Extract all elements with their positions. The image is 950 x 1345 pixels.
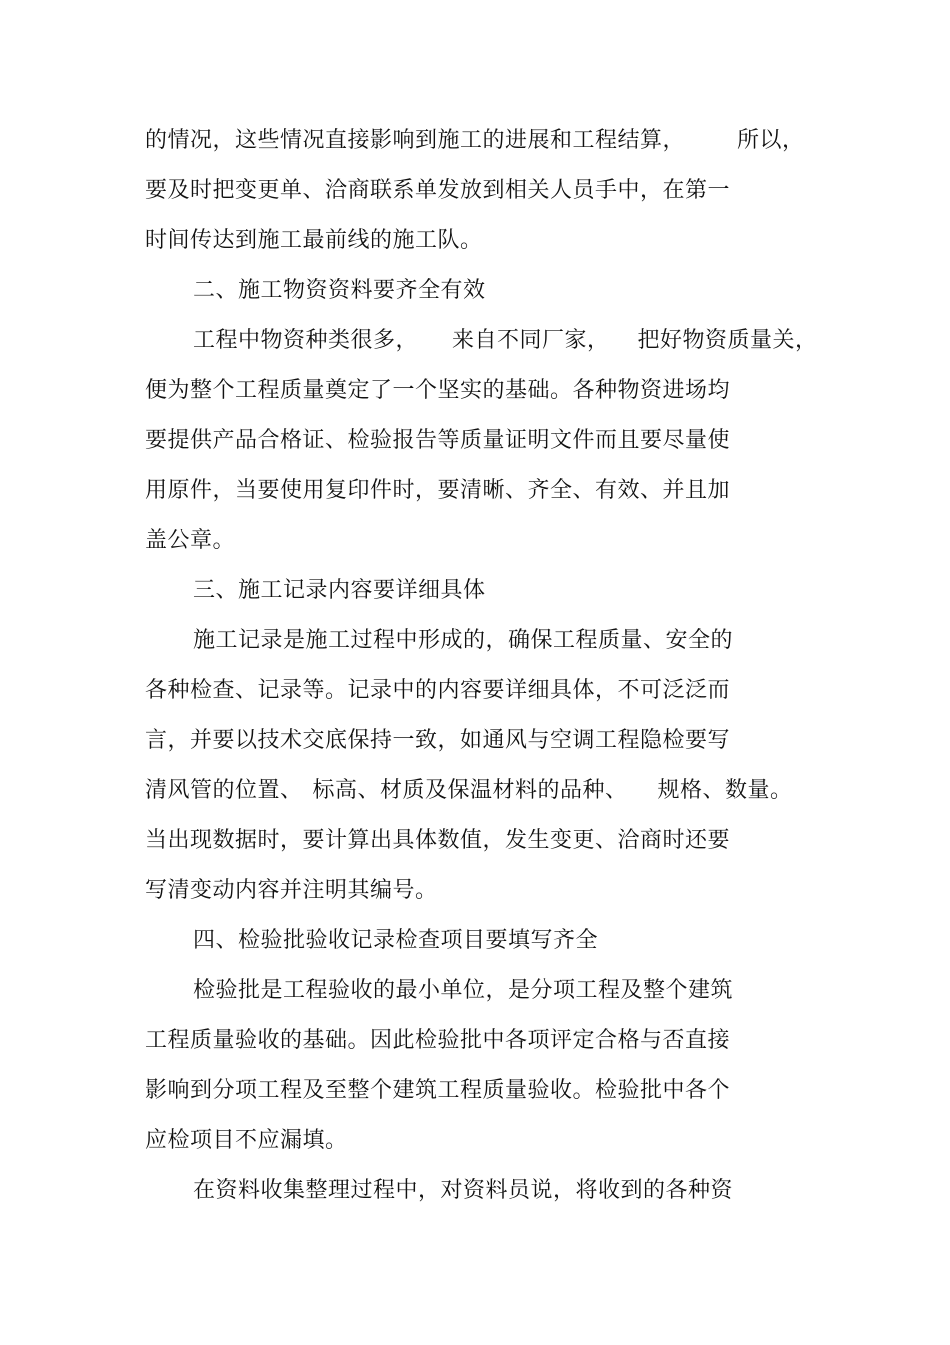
text-segment: 检验批是工程验收的最小单位，是分项工程及整个建筑 — [193, 978, 734, 1003]
text-segment: 清风管的位置、 — [145, 778, 303, 803]
paragraph-line — [145, 126, 805, 156]
section-heading: 二、施工物资资料要齐全有效 — [193, 278, 486, 303]
text-segment: 时间传达到施工最前线的施工队。 — [145, 228, 483, 253]
paragraph-line — [145, 726, 730, 756]
paragraph-line — [145, 1126, 348, 1156]
text-segment: 来自不同厂家， — [452, 328, 610, 353]
text-segment: 写清变动内容并注明其编号。 — [145, 878, 438, 903]
paragraph-line — [145, 1076, 730, 1106]
text-segment: 工程中物资种类很多， — [193, 328, 419, 353]
text-segment: 用原件，当要使用复印件时，要清晰、齐全、有效、并且加 — [145, 478, 731, 503]
text-segment: 各种检查、记录等。记录中的内容要详细具体，不可泛泛而 — [145, 678, 731, 703]
text-segment: 要提供产品合格证、检验报告等质量证明文件而且要尽量使 — [145, 428, 731, 453]
section-heading: 四、检验批验收记录检查项目要填写齐全 — [193, 928, 599, 953]
paragraph-line — [145, 1026, 730, 1056]
paragraph-line — [145, 676, 730, 706]
paragraph-line — [193, 626, 733, 656]
paragraph-line — [145, 226, 483, 256]
paragraph-line — [145, 826, 730, 856]
paragraph-line — [145, 376, 730, 406]
text-segment: 应检项目不应漏填。 — [145, 1128, 348, 1153]
text-segment: 要及时把变更单、洽商联系单发放到相关人员手中，在第一 — [145, 178, 731, 203]
paragraph-line — [193, 326, 818, 356]
text-segment: 言，并要以技术交底保持一致，如通风与空调工程隐检要写 — [145, 728, 731, 753]
paragraph-line — [145, 476, 730, 506]
text-segment: 影响到分项工程及至整个建筑工程质量验收。检验批中各个 — [145, 1078, 731, 1103]
text-segment: 在资料收集整理过程中，对资料员说，将收到的各种资 — [193, 1178, 734, 1203]
text-segment: 标高、材质及保温材料的品种、 — [312, 778, 628, 803]
paragraph-line — [145, 426, 730, 456]
paragraph-line — [145, 176, 730, 206]
text-segment: 的情况，这些情况直接影响到施工的进展和工程结算， — [145, 128, 686, 153]
text-segment: 所以， — [737, 128, 805, 153]
text-segment: 盖公章。 — [145, 528, 236, 553]
paragraph-line — [145, 876, 438, 906]
paragraph-line — [193, 1176, 733, 1206]
paragraph-line — [193, 976, 733, 1006]
text-segment: 施工记录是施工过程中形成的，确保工程质量、安全的 — [193, 628, 734, 653]
text-segment: 工程质量验收的基础。因此检验批中各项评定合格与否直接 — [145, 1028, 731, 1053]
text-segment: 规格、数量。 — [657, 778, 793, 803]
text-segment: 便为整个工程质量奠定了一个坚实的基础。各种物资进场均 — [145, 378, 731, 403]
section-heading: 三、施工记录内容要详细具体 — [193, 578, 486, 603]
paragraph-line — [145, 776, 793, 806]
paragraph-line — [145, 526, 235, 556]
text-segment: 把好物资质量关， — [637, 328, 818, 353]
text-segment: 当出现数据时，要计算出具体数值，发生变更、洽商时还要 — [145, 828, 731, 853]
